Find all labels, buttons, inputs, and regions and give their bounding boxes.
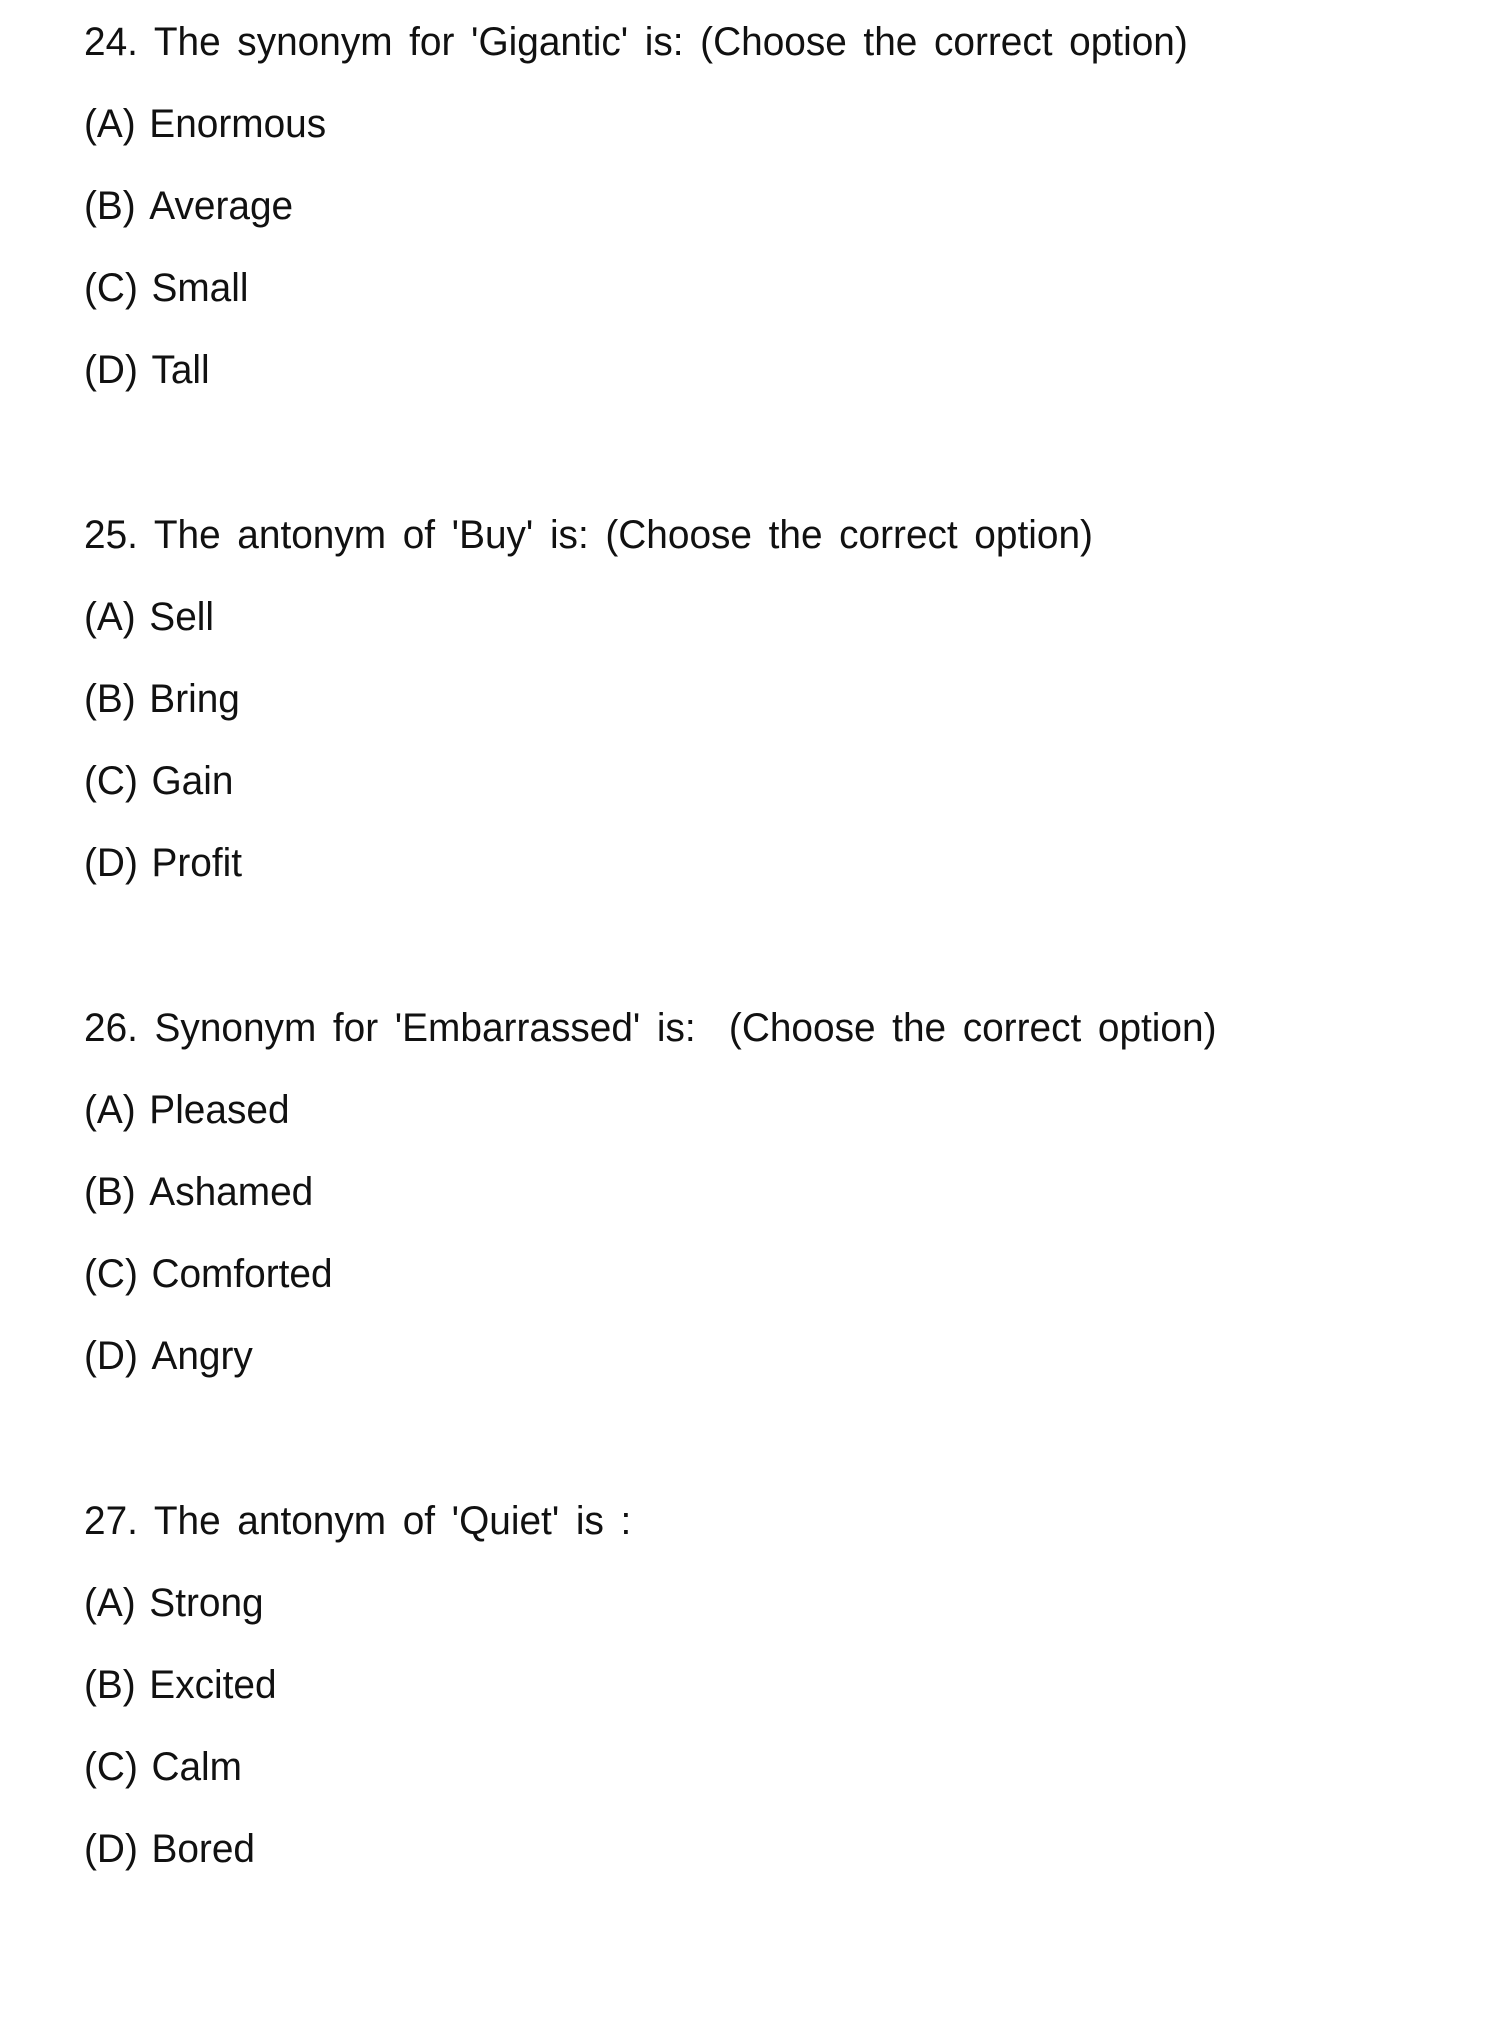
option-label: (C) [84, 1252, 138, 1296]
question-27 [84, 1480, 648, 1890]
option-label: (B) [84, 677, 136, 721]
option-text: Gain [151, 759, 234, 803]
option-text: Small [151, 266, 249, 310]
option-text: Ashamed [149, 1170, 314, 1214]
option-label: (D) [84, 1334, 138, 1378]
option-label: (B) [84, 1663, 136, 1707]
answer-option [84, 247, 1188, 329]
question-stem: 25. The antonym of 'Buy' is: (Choose the correct option) [84, 513, 1093, 557]
option-text: Sell [149, 595, 215, 639]
answer-option [84, 822, 1093, 904]
answer-option [84, 1808, 631, 1890]
question-24 [84, 1, 1222, 411]
answer-option [84, 1562, 631, 1644]
option-label: (B) [84, 1170, 136, 1214]
answer-option [84, 658, 1093, 740]
answer-option [84, 576, 1093, 658]
option-text: Bring [149, 677, 240, 721]
option-text: Tall [151, 348, 210, 392]
question-26 [84, 987, 1252, 1397]
question-25 [84, 494, 1124, 904]
option-label: (C) [84, 266, 138, 310]
option-label: (D) [84, 841, 138, 885]
option-text: Strong [149, 1581, 264, 1625]
option-text: Calm [151, 1745, 242, 1789]
option-text: Angry [151, 1334, 253, 1378]
option-label: (A) [84, 1088, 136, 1132]
option-label: (C) [84, 1745, 138, 1789]
answer-option [84, 1644, 631, 1726]
option-text: Comforted [151, 1252, 333, 1296]
option-text: Average [149, 184, 294, 228]
option-text: Pleased [149, 1088, 290, 1132]
option-text: Bored [151, 1827, 255, 1871]
answer-option [84, 1151, 1217, 1233]
answer-option [84, 83, 1188, 165]
answer-option [84, 165, 1188, 247]
question-stem: 26. Synonym for 'Embarrassed' is: (Choose the correct option) [84, 1006, 1217, 1050]
answer-option [84, 1069, 1217, 1151]
answer-option [84, 1233, 1217, 1315]
option-label: (D) [84, 348, 138, 392]
option-label: (C) [84, 759, 138, 803]
option-label: (D) [84, 1827, 138, 1871]
option-text: Excited [149, 1663, 277, 1707]
option-text: Enormous [149, 102, 327, 146]
option-label: (A) [84, 1581, 136, 1625]
option-label: (A) [84, 595, 136, 639]
option-text: Profit [151, 841, 243, 885]
question-stem: 27. The antonym of 'Quiet' is : [84, 1499, 632, 1543]
option-label: (A) [84, 102, 136, 146]
answer-option [84, 1315, 1217, 1397]
question-stem: 24. The synonym for 'Gigantic' is: (Choose the correct option) [84, 20, 1188, 64]
option-label: (B) [84, 184, 136, 228]
answer-option [84, 329, 1188, 411]
answer-option [84, 740, 1093, 822]
answer-option [84, 1726, 631, 1808]
